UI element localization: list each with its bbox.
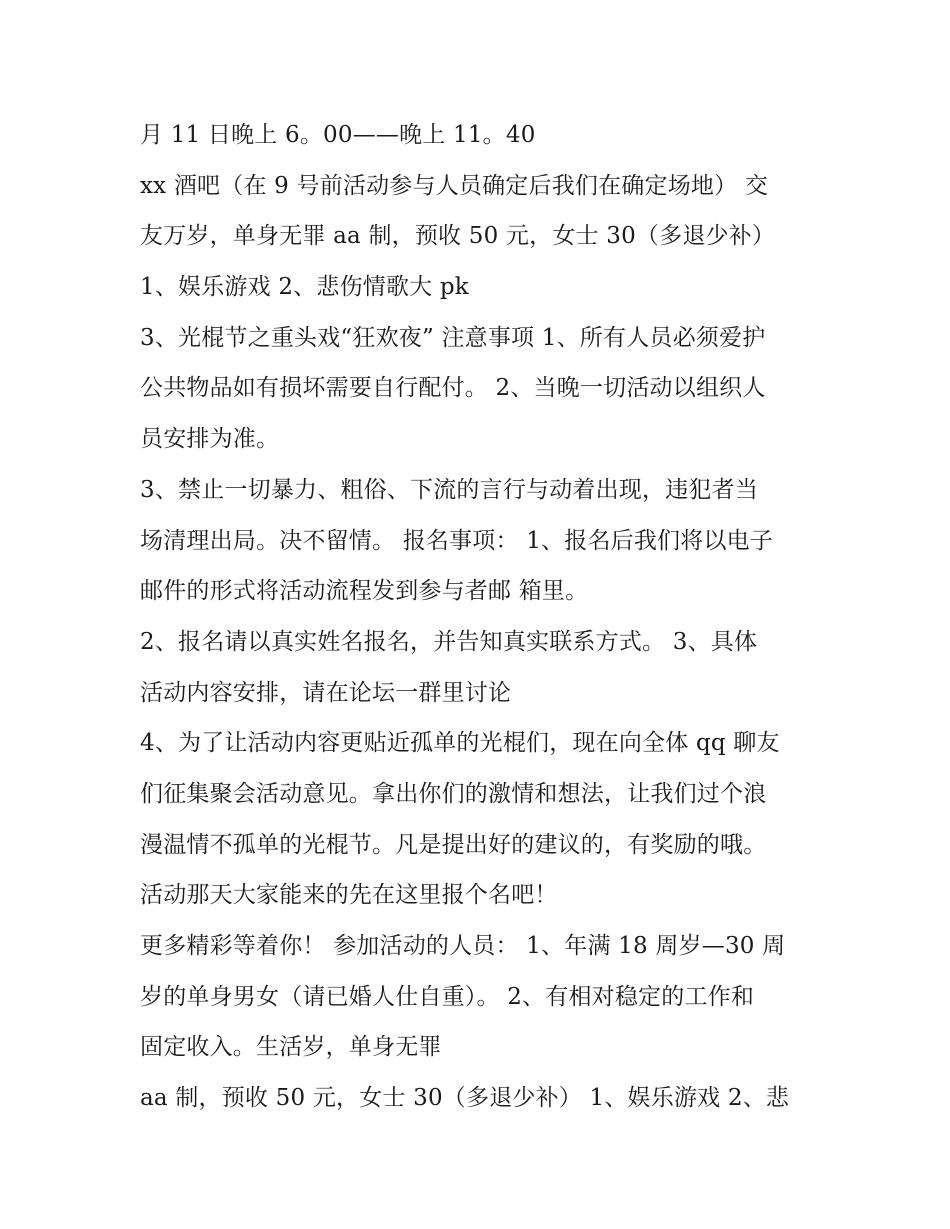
text-line: xx 酒吧（在 9 号前活动参与人员确定后我们在确定场地） 交 <box>140 172 769 199</box>
document-text <box>140 110 830 1124</box>
text-line: 场清理出局。决不留情。 报名事项： 1、报名后我们将以电子 <box>140 527 774 554</box>
text-line: 更多精彩等着你！ 参加活动的人员： 1、年满 18 周岁—30 周 <box>140 933 786 959</box>
text-line: 员安排为准。 <box>140 426 280 453</box>
text-line: 岁的单身男女（请已婚人仕自重）。 2、有相对稳定的工作和 <box>140 983 755 1010</box>
text-line: 友万岁，单身无罪 aa 制，预收 50 元，女士 30（多退少补） <box>140 223 776 250</box>
text-line: 月 11 日晚上 6。00——晚上 11。40 <box>140 122 536 148</box>
text-line: 1、娱乐游戏 2、悲伤情歌大 pk <box>140 274 469 301</box>
text-line: aa 制，预收 50 元，女士 30（多退少补） 1、娱乐游戏 2、悲 <box>140 1085 790 1112</box>
text-line: 公共物品如有损坏需要自行配付。 2、当晚一切活动以组织人 <box>140 375 766 402</box>
text-line: 漫温情不孤单的光棍节。凡是提出好的建议的，有奖励的哦。 <box>140 831 767 858</box>
text-line: 2、报名请以真实姓名报名，并告知真实联系方式。 3、具体 <box>140 628 758 655</box>
text-line: 4、为了让活动内容更贴近孤单的光棍们，现在向全体 qq 聊友 <box>140 730 780 757</box>
text-line: 活动内容安排，请在论坛一群里讨论 <box>140 679 512 706</box>
text-line: 活动那天大家能来的先在这里报个名吧！ <box>140 882 558 909</box>
text-line: 固定收入。生活岁，单身无罪 <box>140 1034 442 1061</box>
text-line: 3、禁止一切暴力、粗俗、下流的言行与动着出现，违犯者当 <box>140 476 759 503</box>
text-line: 邮件的形式将活动流程发到参与者邮 箱里。 <box>140 578 589 605</box>
text-line: 3、光棍节之重头戏“狂欢夜” 注意事项 1、所有人员必须爱护 <box>140 324 766 351</box>
text-line: 们征集聚会活动意见。拿出你们的激情和想法，让我们过个浪 <box>140 780 767 807</box>
